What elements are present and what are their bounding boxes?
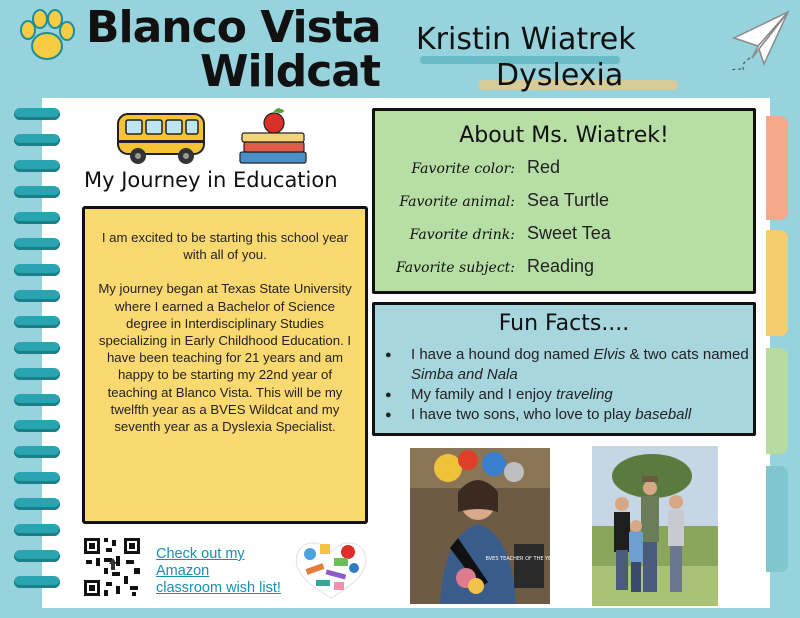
school-bus-icon [112, 106, 212, 168]
journey-paragraph-2: My journey began at Texas State University where I earned a Bachelor of Science degree in Interdisciplinary Studies specializing in Early Childhood Education. I have been teaching for 21 years and am happy to be starting my 22nd year of teaching at Blanco Vista. This will be my twelfth year as a BVES Wildcat and my seventh year as a Dyslexia Specialist. [98, 281, 352, 435]
divider-tab-blue [766, 466, 788, 572]
divider-tab-red [766, 116, 788, 220]
books-apple-icon [238, 108, 310, 166]
favorite-animal-row [375, 188, 753, 218]
favorite-label: Favorite color: [411, 161, 515, 177]
fun-facts-title: Fun Facts.... [498, 311, 630, 336]
teacher-name: Kristin Wiatrek [416, 22, 636, 57]
paper-plane-icon [728, 8, 792, 72]
wishlist-line3[interactable]: classroom wish list! [156, 580, 281, 596]
fun-fact-item: ● My family and I enjoy traveling [385, 385, 751, 405]
award-sign: BVES TEACHER OF THE YEAR 2018 [485, 556, 573, 562]
journey-textbox [82, 206, 368, 524]
journey-title: My Journey in Education [84, 168, 338, 192]
about-title: About Ms. Wiatrek! [459, 123, 669, 148]
favorite-value: Red [527, 157, 561, 177]
wishlist-line2[interactable]: Amazon [156, 563, 210, 579]
school-title-line2: Wildcat [200, 46, 380, 97]
teacher-award-photo [410, 448, 573, 604]
school-supplies-heart-icon [290, 536, 372, 602]
favorite-value: Sweet Tea [527, 223, 611, 243]
fun-fact-item: ● I have two sons, who love to play baseball [385, 405, 751, 425]
school-title-line1: Blanco Vista [86, 2, 381, 53]
favorite-label: Favorite drink: [409, 227, 515, 243]
favorite-subject-row [375, 254, 753, 284]
about-box [372, 108, 756, 294]
fun-fact-item: ● I have a hound dog named Elvis & two cats named Simba and Nala [385, 345, 751, 385]
journey-paragraph-1: I am excited to be starting this school year with all of you. [101, 230, 349, 263]
favorite-color-row [375, 155, 753, 185]
favorite-label: Favorite animal: [399, 194, 515, 210]
favorite-label: Favorite subject: [396, 260, 515, 276]
favorite-drink-row [375, 221, 753, 251]
divider-tab-green [766, 348, 788, 454]
family-photo [592, 446, 718, 606]
favorite-value: Reading [527, 256, 595, 276]
paw-icon [18, 8, 76, 64]
divider-tab-yellow [766, 230, 788, 336]
fun-facts-list [385, 345, 751, 425]
spiral-binding [14, 108, 64, 608]
fun-facts-box [372, 302, 756, 436]
qr-code-icon[interactable] [82, 536, 142, 598]
wishlist-line1[interactable]: Check out my [156, 546, 245, 562]
wishlist-link[interactable] [156, 546, 306, 597]
favorite-value: Sea Turtle [527, 190, 610, 210]
teacher-role: Dyslexia [496, 58, 624, 93]
